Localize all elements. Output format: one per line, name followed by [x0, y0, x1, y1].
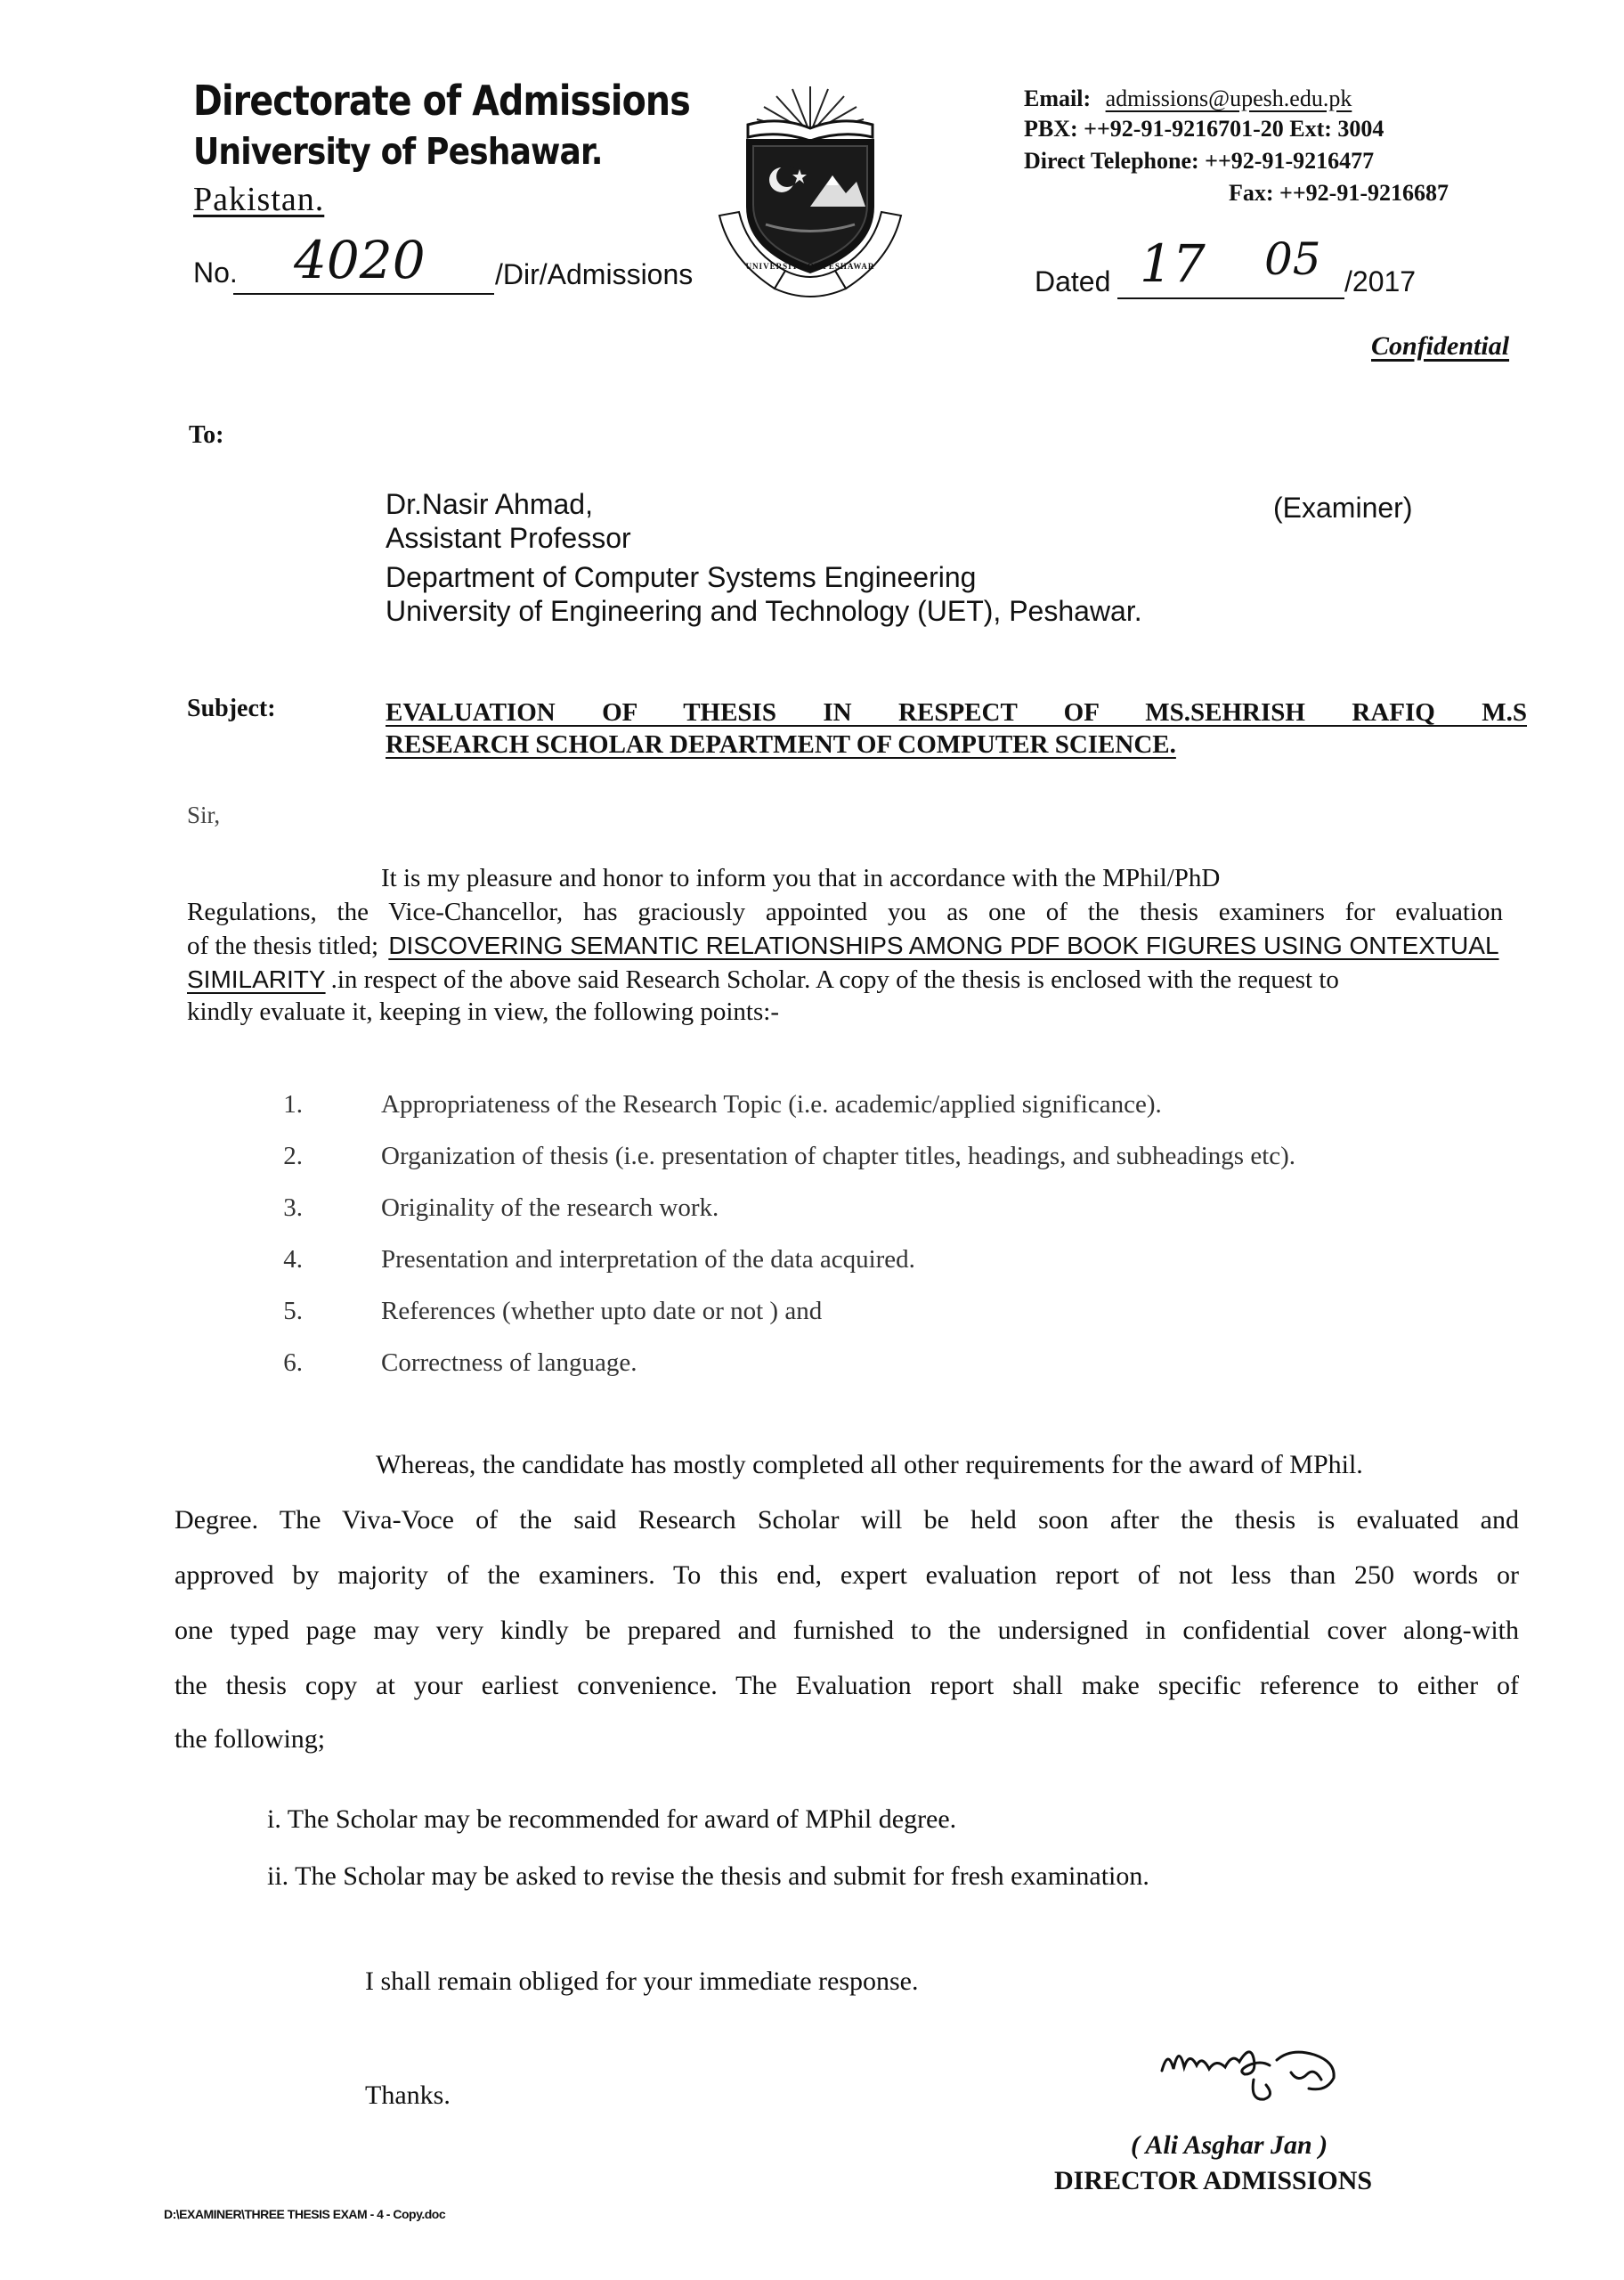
subject-line-2: RESEARCH SCHOLAR DEPARTMENT OF COMPUTER SCIENCE. — [386, 730, 1176, 759]
signatory-title: DIRECTOR ADMISSIONS — [1054, 2166, 1373, 2195]
dated-day-handwritten: 17 — [1140, 233, 1206, 294]
org-name: Directorate of Admissions — [193, 77, 690, 125]
para1-line4-text: .in respect of the above said Research Scholar. A copy of the thesis is enclosed with the request to — [330, 965, 1339, 994]
recipient-name: Dr.Nasir Ahmad, — [386, 488, 593, 520]
list-item — [0, 1245, 1624, 1281]
list-item-number: 4. — [283, 1245, 303, 1274]
para1-line2: Regulations, the Vice-Chancellor, has graciously appointed you as one of the thesis examiners for evaluation — [187, 898, 1503, 926]
contact-pbx: PBX: ++92-91-9216701-20 Ext: 3004 — [1024, 116, 1384, 142]
list-item-number: 1. — [283, 1090, 303, 1119]
para2-line6: the following; — [175, 1724, 326, 1754]
email-label: Email: — [1024, 86, 1092, 111]
dated-line — [1117, 297, 1344, 299]
list-item-number: 2. — [283, 1142, 303, 1170]
ref-prefix: No. — [193, 256, 238, 289]
list-item-text: Presentation and interpretation of the data acquired. — [381, 1245, 915, 1274]
thesis-title-part1: DISCOVERING SEMANTIC RELATIONSHIPS AMONG PDF BOOK FIGURES USING ONTEXTUAL — [388, 932, 1499, 959]
to-label: To: — [189, 421, 224, 449]
list-item — [0, 1297, 1624, 1332]
contact-fax: Fax: ++92-91-9216687 — [1229, 180, 1449, 206]
signatory-name: ( Ali Asghar Jan ) — [1131, 2130, 1328, 2160]
ref-line — [233, 293, 494, 295]
confidential-mark: Confidential — [1371, 331, 1510, 361]
option-item: ii. The Scholar may be asked to revise the thesis and submit for fresh examination. — [267, 1861, 1149, 1891]
dated-label: Dated — [1035, 265, 1111, 297]
list-item-text: Appropriateness of the Research Topic (i.e. academic/applied significance). — [381, 1090, 1162, 1119]
recipient-designation: Assistant Professor — [386, 522, 631, 554]
seal-text: UNIVERSITY OF PESHAWAR — [745, 262, 875, 271]
email-link[interactable]: admissions@upesh.edu.pk — [1105, 86, 1352, 111]
para2-line1: Whereas, the candidate has mostly completed all other requirements for the award of MPhil. — [376, 1450, 1363, 1479]
list-item-number: 3. — [283, 1193, 303, 1222]
list-item-text: Organization of thesis (i.e. presentation of chapter titles, headings, and subheadings etc). — [381, 1142, 1296, 1170]
subject-label: Subject: — [187, 695, 276, 722]
contact-direct: Direct Telephone: ++92-91-9216477 — [1024, 148, 1375, 174]
recipient-university: University of Engineering and Technology (UET), Peshawar. — [386, 595, 1142, 627]
list-item-text: Originality of the research work. — [381, 1193, 719, 1222]
para1-line1: It is my pleasure and honor to inform you that in accordance with the MPhil/PhD — [381, 864, 1221, 892]
recipient-role: (Examiner) — [1273, 492, 1413, 524]
para2-line4: one typed page may very kindly be prepared and furnished to the undersigned in confidential cover along-with — [175, 1616, 1519, 1645]
dated-month-handwritten: 05 — [1264, 233, 1321, 285]
list-item-number: 6. — [283, 1348, 303, 1377]
handwritten-signature — [1157, 2035, 1371, 2115]
ref-suffix: /Dir/Admissions — [495, 258, 694, 290]
salutation: Sir, — [187, 802, 221, 828]
thesis-title-part2: SIMILARITY — [187, 965, 326, 993]
list-item-number: 5. — [283, 1297, 303, 1325]
list-item-text: Correctness of language. — [381, 1348, 637, 1377]
list-item-text: References (whether upto date or not ) and — [381, 1297, 823, 1325]
thanks-line: Thanks. — [365, 2080, 451, 2110]
para1-line3 — [187, 932, 1499, 961]
list-item — [0, 1348, 1624, 1384]
subject-line-1: EVALUATION OF THESIS IN RESPECT OF MS.SEHRISH RAFIQ M.S — [386, 698, 1527, 727]
file-path-footer: D:\EXAMINER\THREE THESIS EXAM - 4 - Copy.doc — [164, 2207, 446, 2221]
recipient-department: Department of Computer Systems Engineering — [386, 561, 977, 593]
closing-line: I shall remain obliged for your immediate response. — [365, 1966, 919, 1996]
university-name: University of Peshawar. — [193, 130, 603, 173]
ref-number-handwritten: 4020 — [294, 230, 426, 290]
option-item: i. The Scholar may be recommended for award of MPhil degree. — [267, 1804, 957, 1834]
para2-line3: approved by majority of the examiners. To this end, expert evaluation report of not less than 250 words or — [175, 1560, 1519, 1590]
university-seal — [712, 82, 908, 305]
dated-year: /2017 — [1344, 265, 1417, 297]
contact-email — [1024, 86, 1352, 112]
para2-line5: the thesis copy at your earliest convenience. The Evaluation report shall make specific reference to either of — [175, 1671, 1519, 1700]
para2-line2: Degree. The Viva-Voce of the said Research Scholar will be held soon after the thesis is evaluated and — [175, 1505, 1519, 1535]
list-item — [0, 1090, 1624, 1126]
country: Pakistan. — [193, 181, 325, 218]
list-item — [0, 1193, 1624, 1229]
para1-line3-text: of the thesis titled; — [187, 932, 379, 960]
para1-line5: kindly evaluate it, keeping in view, the following points:- — [187, 998, 779, 1026]
list-item — [0, 1142, 1624, 1177]
para1-line4 — [187, 965, 1339, 995]
